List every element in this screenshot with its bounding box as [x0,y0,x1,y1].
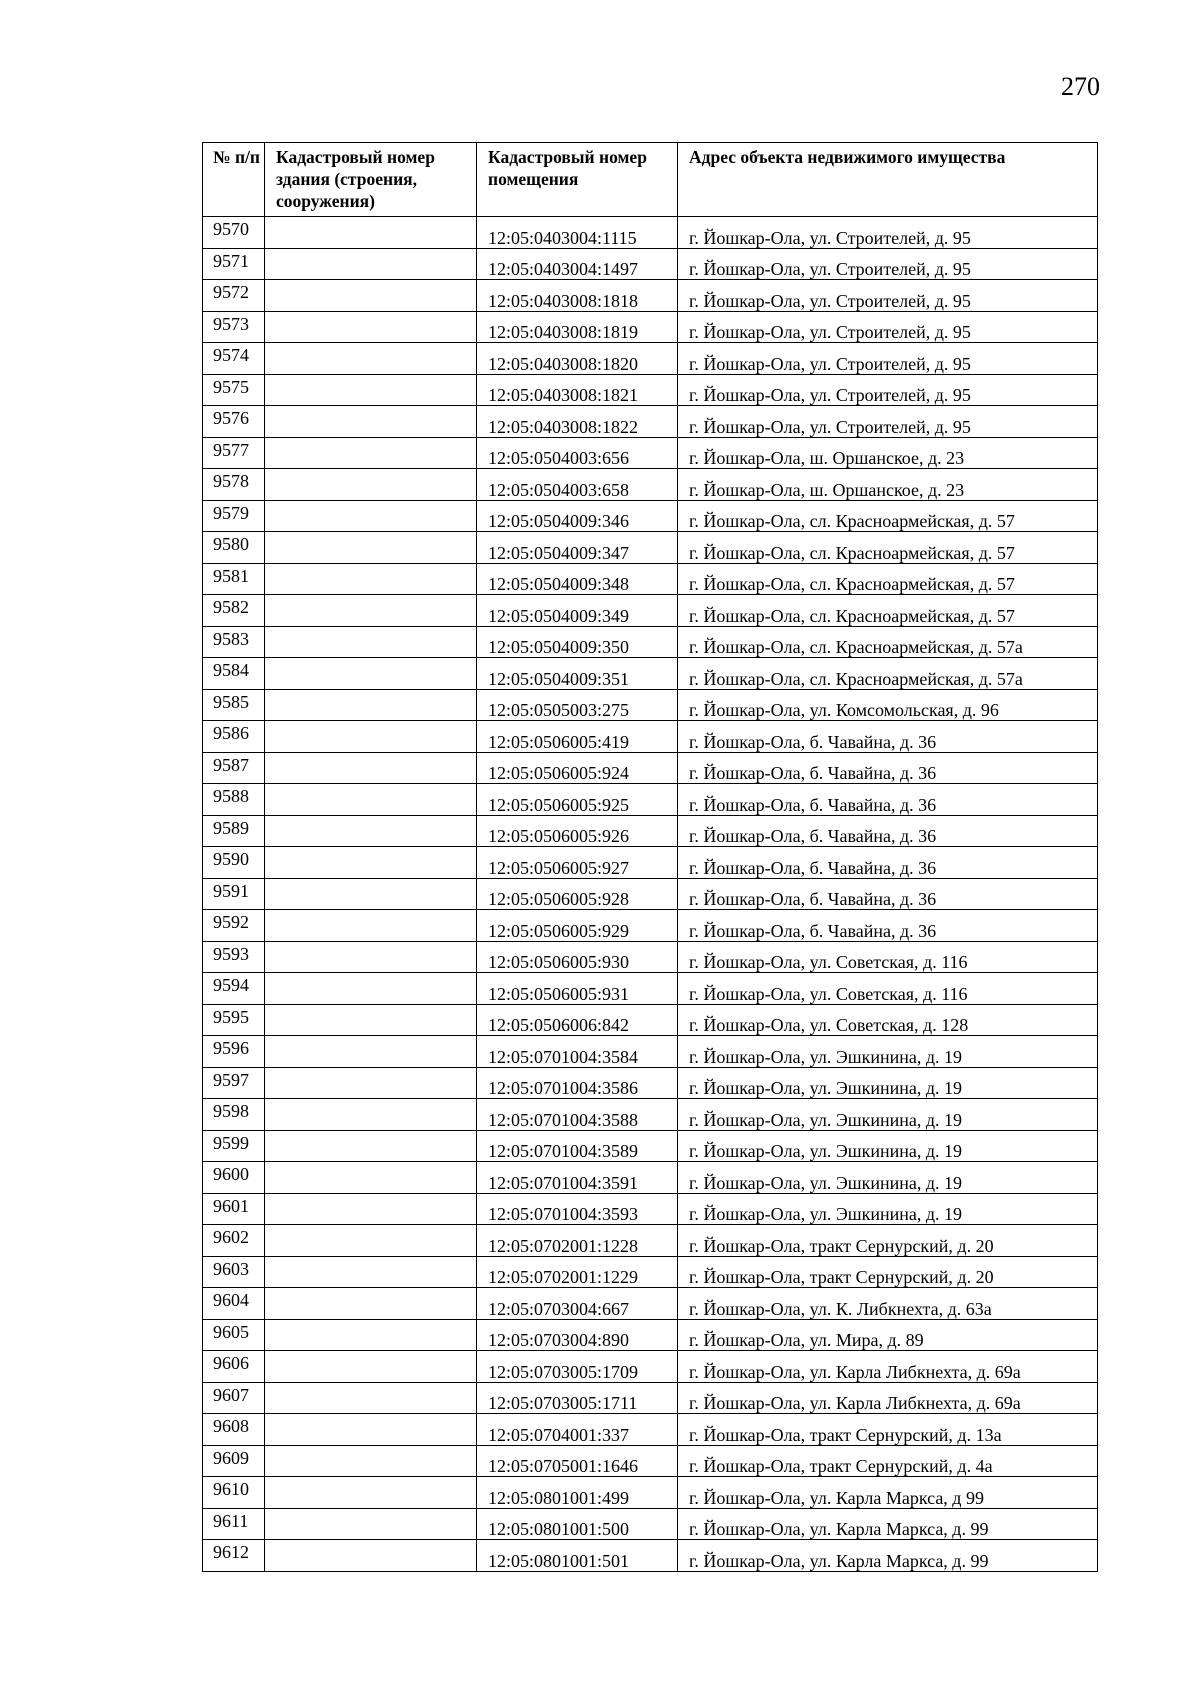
premises-cadastral-number: 12:05:0703005:1711 [477,1382,678,1414]
premises-cadastral-number: 12:05:0701004:3593 [477,1193,678,1225]
table-row [203,374,1098,406]
table-row [203,563,1098,595]
premises-cadastral-number: 12:05:0801001:500 [477,1508,678,1540]
building-cadastral-number [265,1067,477,1099]
row-number: 9586 [203,721,265,753]
row-number: 9573 [203,311,265,343]
table-row [203,1225,1098,1257]
row-number: 9596 [203,1036,265,1068]
header-building-cadastral: Кадастровый номер здания (строения, сооружения) [265,143,477,217]
premises-cadastral-number: 12:05:0506005:927 [477,847,678,879]
table-row [203,595,1098,627]
table-row [203,815,1098,847]
table-row [203,752,1098,784]
table-row [203,910,1098,942]
row-number: 9585 [203,689,265,721]
building-cadastral-number [265,248,477,280]
premises-cadastral-number: 12:05:0506005:925 [477,784,678,816]
address: г. Йошкар-Ола, ул. Строителей, д. 95 [678,248,1098,280]
premises-cadastral-number: 12:05:0403008:1819 [477,311,678,343]
table-row [203,1477,1098,1509]
table-row [203,878,1098,910]
premises-cadastral-number: 12:05:0504009:346 [477,500,678,532]
premises-cadastral-number: 12:05:0701004:3586 [477,1067,678,1099]
building-cadastral-number [265,374,477,406]
table-row [203,469,1098,501]
address: г. Йошкар-Ола, ул. Эшкинина, д. 19 [678,1162,1098,1194]
row-number: 9608 [203,1414,265,1446]
row-number: 9582 [203,595,265,627]
building-cadastral-number [265,1225,477,1257]
address: г. Йошкар-Ола, ул. Эшкинина, д. 19 [678,1099,1098,1131]
premises-cadastral-number: 12:05:0505003:275 [477,689,678,721]
table-row [203,1445,1098,1477]
row-number: 9599 [203,1130,265,1162]
row-number: 9592 [203,910,265,942]
address: г. Йошкар-Ола, б. Чавайна, д. 36 [678,752,1098,784]
building-cadastral-number [265,343,477,375]
table-row [203,626,1098,658]
building-cadastral-number [265,910,477,942]
table-row [203,1508,1098,1540]
premises-cadastral-number: 12:05:0504003:656 [477,437,678,469]
address: г. Йошкар-Ола, ул. Эшкинина, д. 19 [678,1130,1098,1162]
premises-cadastral-number: 12:05:0801001:499 [477,1477,678,1509]
table-row [203,847,1098,879]
premises-cadastral-number: 12:05:0801001:501 [477,1540,678,1572]
premises-cadastral-number: 12:05:0506005:924 [477,752,678,784]
row-number: 9579 [203,500,265,532]
table-row [203,532,1098,564]
building-cadastral-number [265,721,477,753]
row-number: 9570 [203,217,265,249]
address: г. Йошкар-Ола, ул. Советская, д. 128 [678,1004,1098,1036]
building-cadastral-number [265,1477,477,1509]
table-row [203,1099,1098,1131]
building-cadastral-number [265,406,477,438]
row-number: 9607 [203,1382,265,1414]
address: г. Йошкар-Ола, ул. Комсомольская, д. 96 [678,689,1098,721]
row-number: 9577 [203,437,265,469]
row-number: 9610 [203,1477,265,1509]
row-number: 9589 [203,815,265,847]
building-cadastral-number [265,500,477,532]
building-cadastral-number [265,1099,477,1131]
address: г. Йошкар-Ола, б. Чавайна, д. 36 [678,815,1098,847]
row-number: 9591 [203,878,265,910]
row-number: 9578 [203,469,265,501]
building-cadastral-number [265,1162,477,1194]
premises-cadastral-number: 12:05:0504009:347 [477,532,678,564]
building-cadastral-number [265,1036,477,1068]
premises-cadastral-number: 12:05:0702001:1229 [477,1256,678,1288]
address: г. Йошкар-Ола, тракт Сернурский, д. 20 [678,1225,1098,1257]
premises-cadastral-number: 12:05:0506005:929 [477,910,678,942]
row-number: 9606 [203,1351,265,1383]
table-row [203,500,1098,532]
address: г. Йошкар-Ола, ул. Эшкинина, д. 19 [678,1067,1098,1099]
row-number: 9602 [203,1225,265,1257]
address: г. Йошкар-Ола, сл. Красноармейская, д. 57 [678,563,1098,595]
address: г. Йошкар-Ола, ул. Эшкинина, д. 19 [678,1036,1098,1068]
address: г. Йошкар-Ола, ул. К. Либкнехта, д. 63а [678,1288,1098,1320]
table-row [203,1351,1098,1383]
building-cadastral-number [265,437,477,469]
premises-cadastral-number: 12:05:0703005:1709 [477,1351,678,1383]
table-row [203,784,1098,816]
address: г. Йошкар-Ола, ул. Советская, д. 116 [678,941,1098,973]
address: г. Йошкар-Ола, ул. Строителей, д. 95 [678,343,1098,375]
address: г. Йошкар-Ола, б. Чавайна, д. 36 [678,721,1098,753]
premises-cadastral-number: 12:05:0506005:931 [477,973,678,1005]
premises-cadastral-number: 12:05:0704001:337 [477,1414,678,1446]
row-number: 9601 [203,1193,265,1225]
row-number: 9611 [203,1508,265,1540]
building-cadastral-number [265,1193,477,1225]
row-number: 9600 [203,1162,265,1194]
address: г. Йошкар-Ола, б. Чавайна, д. 36 [678,847,1098,879]
premises-cadastral-number: 12:05:0701004:3588 [477,1099,678,1131]
table-row [203,217,1098,249]
header-number: № п/п [203,143,265,217]
address: г. Йошкар-Ола, ул. Строителей, д. 95 [678,374,1098,406]
address: г. Йошкар-Ола, ул. Советская, д. 116 [678,973,1098,1005]
building-cadastral-number [265,1445,477,1477]
address: г. Йошкар-Ола, сл. Красноармейская, д. 57а [678,626,1098,658]
address: г. Йошкар-Ола, тракт Сернурский, д. 13а [678,1414,1098,1446]
building-cadastral-number [265,752,477,784]
building-cadastral-number [265,815,477,847]
premises-cadastral-number: 12:05:0703004:667 [477,1288,678,1320]
row-number: 9593 [203,941,265,973]
address: г. Йошкар-Ола, ш. Оршанское, д. 23 [678,469,1098,501]
premises-cadastral-number: 12:05:0403004:1497 [477,248,678,280]
row-number: 9590 [203,847,265,879]
table-row [203,280,1098,312]
row-number: 9587 [203,752,265,784]
premises-cadastral-number: 12:05:0504003:658 [477,469,678,501]
row-number: 9572 [203,280,265,312]
address: г. Йошкар-Ола, ул. Строителей, д. 95 [678,217,1098,249]
premises-cadastral-number: 12:05:0403008:1821 [477,374,678,406]
premises-cadastral-number: 12:05:0506005:419 [477,721,678,753]
address: г. Йошкар-Ола, ул. Строителей, д. 95 [678,280,1098,312]
building-cadastral-number [265,1288,477,1320]
row-number: 9597 [203,1067,265,1099]
address: г. Йошкар-Ола, ул. Строителей, д. 95 [678,406,1098,438]
header-premises-cadastral: Кадастровый номер помещения [477,143,678,217]
premises-cadastral-number: 12:05:0504009:348 [477,563,678,595]
table-row [203,343,1098,375]
premises-cadastral-number: 12:05:0506005:928 [477,878,678,910]
row-number: 9604 [203,1288,265,1320]
building-cadastral-number [265,280,477,312]
table-row [203,1382,1098,1414]
row-number: 9575 [203,374,265,406]
table-row [203,1319,1098,1351]
address: г. Йошкар-Ола, ул. Карла Маркса, д. 99 [678,1540,1098,1572]
address: г. Йошкар-Ола, б. Чавайна, д. 36 [678,878,1098,910]
building-cadastral-number [265,1508,477,1540]
premises-cadastral-number: 12:05:0701004:3584 [477,1036,678,1068]
premises-cadastral-number: 12:05:0506005:930 [477,941,678,973]
address: г. Йошкар-Ола, сл. Красноармейская, д. 57 [678,532,1098,564]
building-cadastral-number [265,941,477,973]
row-number: 9588 [203,784,265,816]
table-row [203,311,1098,343]
row-number: 9598 [203,1099,265,1131]
table-row [203,941,1098,973]
premises-cadastral-number: 12:05:0504009:349 [477,595,678,627]
table-row [203,689,1098,721]
address: г. Йошкар-Ола, ул. Эшкинина, д. 19 [678,1193,1098,1225]
premises-cadastral-number: 12:05:0504009:351 [477,658,678,690]
row-number: 9603 [203,1256,265,1288]
row-number: 9612 [203,1540,265,1572]
premises-cadastral-number: 12:05:0506006:842 [477,1004,678,1036]
building-cadastral-number [265,1130,477,1162]
table-header [203,143,1098,217]
address: г. Йошкар-Ола, б. Чавайна, д. 36 [678,784,1098,816]
table-row [203,658,1098,690]
row-number: 9581 [203,563,265,595]
address: г. Йошкар-Ола, ул. Карла Маркса, д. 99 [678,1508,1098,1540]
premises-cadastral-number: 12:05:0403008:1820 [477,343,678,375]
building-cadastral-number [265,1004,477,1036]
header-row [203,143,1098,217]
building-cadastral-number [265,1319,477,1351]
table-body [203,217,1098,1572]
table-row [203,1540,1098,1572]
premises-cadastral-number: 12:05:0705001:1646 [477,1445,678,1477]
table-row [203,1288,1098,1320]
premises-cadastral-number: 12:05:0403008:1818 [477,280,678,312]
building-cadastral-number [265,595,477,627]
building-cadastral-number [265,689,477,721]
building-cadastral-number [265,658,477,690]
building-cadastral-number [265,469,477,501]
table-row [203,248,1098,280]
table-row [203,1193,1098,1225]
building-cadastral-number [265,217,477,249]
address: г. Йошкар-Ола, ул. Строителей, д. 95 [678,311,1098,343]
row-number: 9594 [203,973,265,1005]
row-number: 9609 [203,1445,265,1477]
table-row [203,1414,1098,1446]
building-cadastral-number [265,1351,477,1383]
table-row [203,721,1098,753]
building-cadastral-number [265,1382,477,1414]
building-cadastral-number [265,1414,477,1446]
row-number: 9605 [203,1319,265,1351]
row-number: 9571 [203,248,265,280]
address: г. Йошкар-Ола, сл. Красноармейская, д. 57 [678,500,1098,532]
registry-table [202,142,1098,1572]
premises-cadastral-number: 12:05:0701004:3589 [477,1130,678,1162]
address: г. Йошкар-Ола, сл. Красноармейская, д. 57 [678,595,1098,627]
table-row [203,973,1098,1005]
building-cadastral-number [265,563,477,595]
address: г. Йошкар-Ола, тракт Сернурский, д. 20 [678,1256,1098,1288]
building-cadastral-number [265,311,477,343]
row-number: 9583 [203,626,265,658]
building-cadastral-number [265,878,477,910]
building-cadastral-number [265,973,477,1005]
table-row [203,1162,1098,1194]
building-cadastral-number [265,847,477,879]
building-cadastral-number [265,1256,477,1288]
building-cadastral-number [265,532,477,564]
premises-cadastral-number: 12:05:0504009:350 [477,626,678,658]
address: г. Йошкар-Ола, ул. Карла Либкнехта, д. 69а [678,1382,1098,1414]
address: г. Йошкар-Ола, ул. Карла Либкнехта, д. 69а [678,1351,1098,1383]
address: г. Йошкар-Ола, сл. Красноармейская, д. 57а [678,658,1098,690]
premises-cadastral-number: 12:05:0703004:890 [477,1319,678,1351]
header-address: Адрес объекта недвижимого имущества [678,143,1098,217]
building-cadastral-number [265,1540,477,1572]
premises-cadastral-number: 12:05:0506005:926 [477,815,678,847]
row-number: 9574 [203,343,265,375]
table-row [203,437,1098,469]
row-number: 9584 [203,658,265,690]
premises-cadastral-number: 12:05:0702001:1228 [477,1225,678,1257]
premises-cadastral-number: 12:05:0403004:1115 [477,217,678,249]
table-row [203,1036,1098,1068]
building-cadastral-number [265,784,477,816]
table-row [203,406,1098,438]
address: г. Йошкар-Ола, тракт Сернурский, д. 4а [678,1445,1098,1477]
address: г. Йошкар-Ола, ул. Карла Маркса, д 99 [678,1477,1098,1509]
premises-cadastral-number: 12:05:0701004:3591 [477,1162,678,1194]
table-row [203,1130,1098,1162]
address: г. Йошкар-Ола, ул. Мира, д. 89 [678,1319,1098,1351]
table-row [203,1004,1098,1036]
premises-cadastral-number: 12:05:0403008:1822 [477,406,678,438]
address: г. Йошкар-Ола, ш. Оршанское, д. 23 [678,437,1098,469]
table-row [203,1256,1098,1288]
row-number: 9595 [203,1004,265,1036]
page-number: 270 [1061,72,1100,101]
row-number: 9576 [203,406,265,438]
row-number: 9580 [203,532,265,564]
building-cadastral-number [265,626,477,658]
address: г. Йошкар-Ола, б. Чавайна, д. 36 [678,910,1098,942]
table-row [203,1067,1098,1099]
